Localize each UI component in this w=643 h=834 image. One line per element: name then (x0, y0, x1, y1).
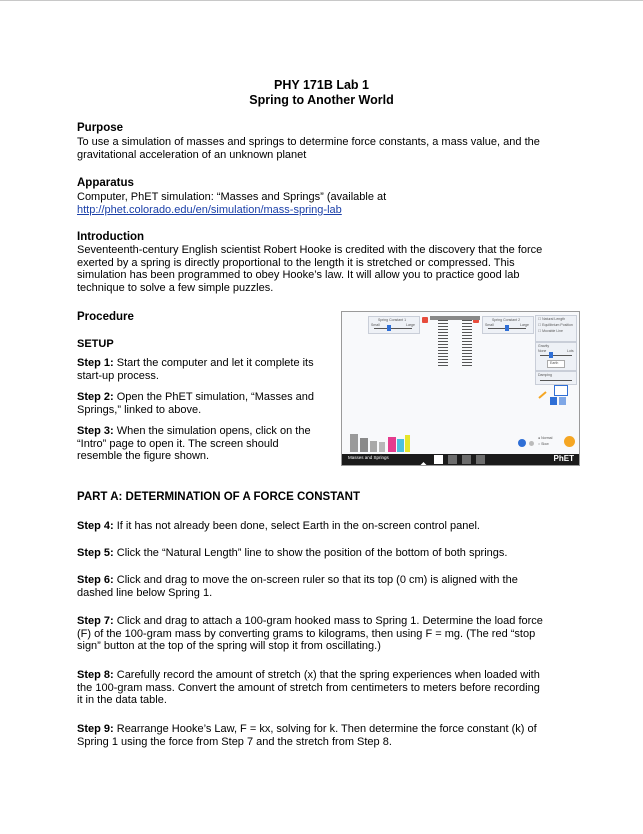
introduction-text (77, 244, 542, 294)
gravity-slider-track[interactable] (540, 355, 572, 356)
introduction-line: technique to solve a few simple puzzles. (77, 281, 274, 294)
step-text: Click and drag to attach a 100-gram hooked mass to Spring 1. Determine the load force (113, 615, 543, 627)
spring-2[interactable] (462, 320, 472, 368)
spring-constant-2-panel (482, 316, 534, 334)
step-text: (F) of the 100-gram mass by converting grams to kilograms, then using F = mg. (The red “stop (77, 627, 536, 640)
damping-slider-track[interactable] (540, 380, 572, 381)
step-text: Carefully record the amount of stretch (x) that the spring experiences when loaded with (113, 669, 540, 681)
phet-logo[interactable]: PhET (553, 454, 574, 463)
step-text: it in the data table. (77, 694, 167, 707)
stopwatch-icon[interactable] (550, 397, 557, 405)
vectors-screen-tab[interactable] (448, 455, 457, 464)
masses-shelf (348, 430, 410, 452)
natural-length-checkbox[interactable]: ☐ Natural Length (538, 317, 566, 321)
planet-select-value: Earth (550, 361, 559, 365)
line-options-panel (535, 315, 577, 342)
spring-constant-1-label: Spring Constant 1 (378, 318, 407, 322)
small-label: Small (371, 323, 380, 327)
spring-1-slider-thumb[interactable] (387, 325, 391, 331)
purpose-heading: Purpose (77, 122, 124, 134)
step-6 (77, 574, 518, 599)
step-text: Click and drag to move the on-screen ruler so that its top (0 cm) is aligned with the (113, 574, 518, 586)
equilibrium-label: Equilibrium Position (542, 323, 573, 327)
gravity-panel (535, 342, 577, 371)
step-text: Open the PhET simulation, “Masses and (113, 391, 315, 403)
lab-screen-tab[interactable] (476, 455, 485, 464)
speed-slow-label: Slow (541, 442, 549, 446)
mystery-mass-cyan[interactable] (397, 439, 404, 452)
step-1 (77, 357, 337, 382)
movable-line-checkbox[interactable]: ☐ Movable Line (538, 329, 563, 333)
intro-screen-tab[interactable] (434, 455, 443, 464)
step-4 (77, 520, 480, 533)
spring-1-slider-track[interactable] (374, 328, 412, 329)
purpose-line: gravitational acceleration of an unknown planet (77, 148, 307, 161)
movable-line-label: Movable Line (542, 329, 563, 333)
large-label: Large (520, 323, 529, 327)
damping-panel (535, 371, 577, 385)
gravity-none-label: None (538, 349, 547, 353)
equilibrium-checkbox[interactable]: ☐ Equilibrium Position (538, 323, 573, 327)
speed-normal-radio[interactable]: ● Normal (538, 436, 553, 440)
step-label: Step 4: (77, 520, 114, 532)
natural-length-label: Natural Length (542, 317, 566, 321)
step-button[interactable] (529, 441, 534, 446)
gravity-label: Gravity (538, 344, 550, 348)
step-3 (77, 425, 337, 463)
introduction-line: simulation has been programmed to obey Hooke’s law. It will allow you to practice good lab (77, 269, 520, 282)
simulation-screenshot (341, 311, 580, 466)
mass-100g[interactable] (360, 438, 368, 452)
planet-select[interactable] (547, 360, 565, 368)
pencil-icon[interactable] (538, 386, 548, 394)
purpose-line: To use a simulation of masses and springs to determine force constants, a mass value, and the (77, 136, 540, 148)
procedure-heading: Procedure (77, 311, 134, 323)
apparatus-heading: Apparatus (77, 177, 134, 189)
step-text: Rearrange Hooke’s Law, F = kx, solving for k. Then determine the force constant (k) of (113, 723, 537, 735)
speed-slow-radio[interactable]: ○ Slow (538, 442, 549, 446)
apparatus-line: Computer, PhET simulation: “Masses and Springs” (available at (77, 191, 387, 203)
step-2 (77, 391, 337, 416)
step-text: When the simulation opens, click on the (113, 425, 311, 437)
step-8 (77, 669, 540, 707)
step-text: sign” button at the top of the spring will stop it from oscillating.) (77, 640, 381, 653)
spring-constant-2-label: Spring Constant 2 (492, 318, 521, 322)
step-text: Click the “Natural Length” line to show the position of the bottom of both springs. (113, 547, 508, 559)
step-text: the 100-gram mass. Convert the amount of stretch from centimeters to meters before recording (77, 681, 540, 694)
step-9 (77, 723, 537, 748)
setup-heading: SETUP (77, 338, 114, 350)
spring-2-slider-thumb[interactable] (505, 325, 509, 331)
step-label: Step 6: (77, 574, 114, 586)
ruler-icon[interactable] (554, 385, 568, 396)
damping-label: Damping (538, 373, 553, 377)
step-label: Step 1: (77, 357, 114, 369)
timer-icon[interactable] (559, 397, 566, 405)
large-label: Large (406, 323, 415, 327)
spring-1[interactable] (438, 320, 448, 368)
step-text: start-up process. (77, 369, 159, 382)
step-5 (77, 547, 507, 560)
doc-subtitle: Spring to Another World (249, 93, 394, 107)
mystery-mass-yellow[interactable] (405, 435, 410, 452)
home-icon[interactable] (420, 456, 427, 463)
gravity-lots-label: Lots (567, 349, 574, 353)
step-text: If it has not already been done, select Earth in the on-screen control panel. (113, 520, 480, 532)
play-pause-button[interactable] (518, 439, 526, 447)
page-top-rule (0, 0, 643, 1)
sim-title: Masses and Springs (348, 455, 389, 460)
part-a-heading: PART A: DETERMINATION OF A FORCE CONSTANT (77, 491, 361, 503)
doc-title: PHY 171B Lab 1 (274, 78, 369, 92)
apparatus-text (77, 191, 386, 216)
mystery-mass-pink[interactable] (388, 437, 396, 452)
step-label: Step 2: (77, 391, 114, 403)
mass-small[interactable] (379, 442, 385, 452)
reset-button[interactable] (564, 436, 575, 447)
step-label: Step 8: (77, 669, 114, 681)
step-label: Step 7: (77, 615, 114, 627)
speed-normal-label: Normal (541, 436, 553, 440)
sim-navigation-bar (342, 454, 579, 465)
mass-250g[interactable] (350, 434, 358, 452)
step-text: Springs,” linked to above. (77, 403, 202, 416)
step-7 (77, 615, 543, 653)
small-label: Small (485, 323, 494, 327)
simulation-link[interactable]: http://phet.colorado.edu/en/simulation/mass-spring-lab (77, 203, 342, 216)
spring-constant-1-panel (368, 316, 420, 334)
step-label: Step 9: (77, 723, 114, 735)
step-text: resemble the figure shown. (77, 450, 210, 463)
step-text: “Intro” page to open it. The screen should (77, 437, 279, 450)
introduction-line: Seventeenth-century English scientist Robert Hooke is credited with the discovery that the force (77, 244, 543, 256)
step-label: Step 5: (77, 547, 114, 559)
energy-screen-tab[interactable] (462, 455, 471, 464)
mass-50g[interactable] (370, 441, 377, 452)
purpose-text (77, 136, 540, 161)
step-text: Start the computer and let it complete its (113, 357, 314, 369)
step-text: dashed line below Spring 1. (77, 586, 213, 599)
introduction-line: exerted by a spring is directly proportional to the length it is stretched or compressed. This (77, 256, 515, 269)
stop-button-1[interactable] (422, 317, 428, 323)
step-text: Spring 1 using the force from Step 7 and the stretch from Step 8. (77, 735, 392, 748)
introduction-heading: Introduction (77, 231, 145, 243)
step-label: Step 3: (77, 425, 114, 437)
gravity-slider-thumb[interactable] (549, 352, 553, 358)
